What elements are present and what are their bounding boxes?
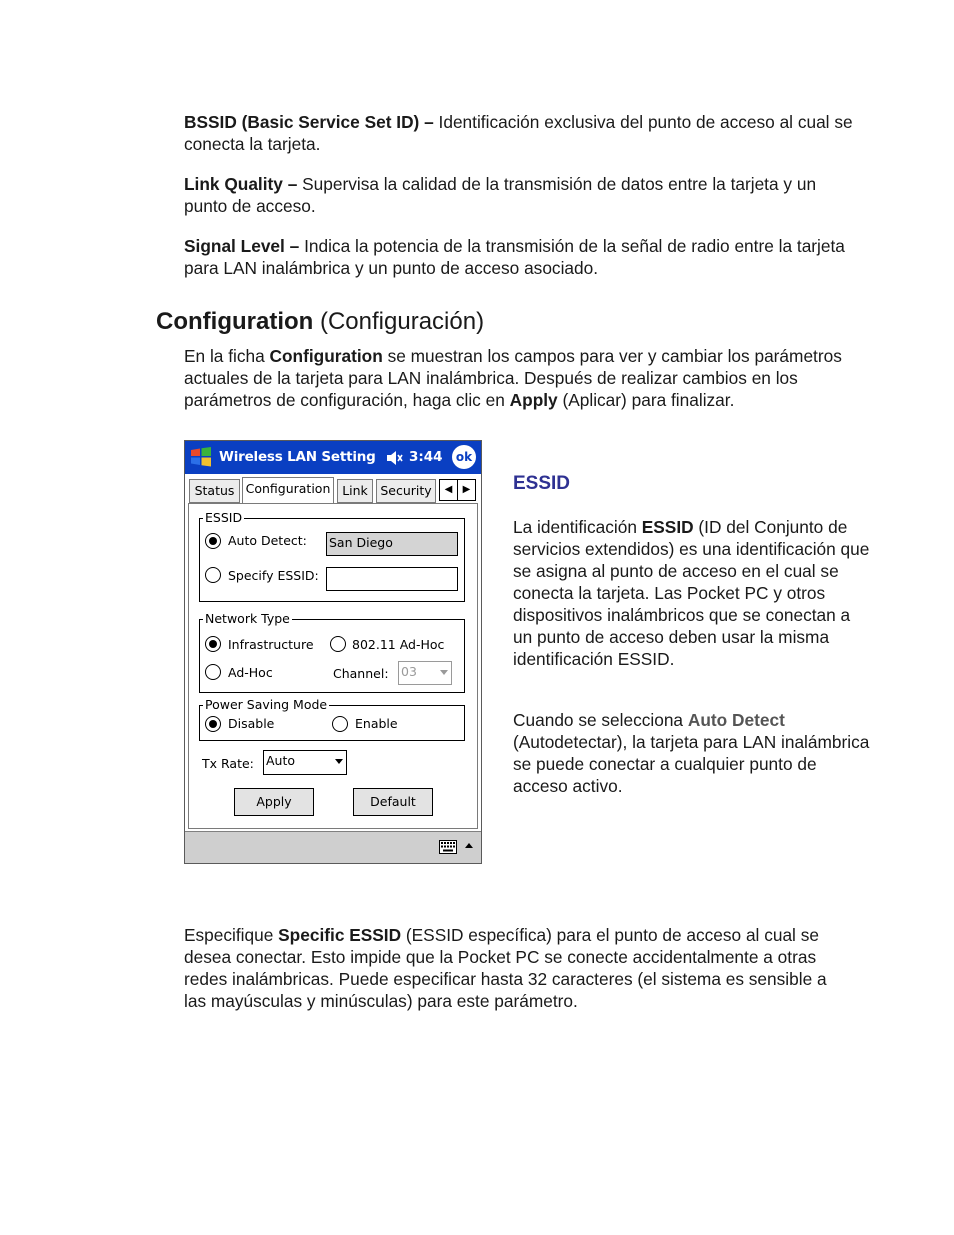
chevron-down-icon — [335, 759, 343, 764]
configuration-panel — [188, 503, 478, 829]
config-text-a: En la ficha — [184, 346, 270, 366]
link-quality-term: Link Quality – — [184, 174, 298, 194]
auto-detect-text-b: Auto Detect — [687, 710, 785, 730]
config-text-c: se muestran los campos para ver y cambiar los parámetros actuales de la tarjeta para LAN inalámbrica. Después de realizar cambios en los parámetros de configuración, haga clic en — [184, 346, 842, 410]
essid-group — [199, 510, 465, 602]
link-quality-paragraph — [184, 173, 864, 217]
keyboard-icon[interactable] — [439, 840, 457, 854]
bssid-paragraph — [184, 111, 864, 155]
channel-value: 03 — [401, 664, 417, 679]
adhoc-80211-radio[interactable] — [330, 636, 346, 652]
tab-status[interactable]: Status — [189, 479, 240, 503]
footer-text-a: Especifique — [184, 925, 279, 945]
bssid-text: Identificación exclusiva del punto de acceso al cual se conecta la tarjeta. — [184, 112, 853, 154]
section-heading — [156, 306, 484, 338]
signal-level-text: Indica la potencia de la transmisión de la señal de radio entre la tarjeta para LAN inalámbrica y un punto de acceso asociado. — [184, 236, 845, 278]
signal-level-term: Signal Level – — [184, 236, 300, 256]
signal-level-paragraph — [184, 235, 864, 279]
specific-essid-paragraph — [184, 924, 844, 1012]
speaker-icon[interactable] — [385, 448, 405, 468]
sip-arrow-icon[interactable] — [465, 843, 473, 848]
windows-start-icon[interactable] — [188, 444, 214, 470]
adhoc-label: Ad-Hoc — [228, 665, 273, 680]
specify-essid-label: Specify ESSID: — [228, 568, 319, 583]
essid-text-c: (ID del Conjunto de servicios extendidos) es una identificación que se asigna al punto de acceso en el cual se conecta la tarjeta. Las Pocket PC y otros dispositivos inalámbricos que se conectan a un punto de acceso deben usar la misma identificación ESSID. — [513, 517, 870, 669]
auto-detect-text-a: Cuando se selecciona — [513, 710, 688, 730]
specify-essid-radio[interactable] — [205, 567, 221, 583]
network-type-group-label: Network Type — [205, 611, 290, 626]
default-button[interactable]: Default — [353, 788, 433, 816]
tab-scroll-right-icon[interactable]: ▶ — [457, 479, 476, 501]
window-title: Wireless LAN Setting — [219, 449, 376, 465]
disable-radio[interactable] — [205, 716, 221, 732]
essid-heading: ESSID — [513, 473, 571, 494]
configuration-intro-paragraph — [184, 345, 864, 411]
footer-text-b: Specific ESSID — [278, 925, 402, 945]
power-saving-group — [199, 697, 465, 741]
disable-label: Disable — [228, 716, 275, 731]
tab-scroll-left-icon[interactable]: ◀ — [439, 479, 458, 501]
adhoc-radio[interactable] — [205, 664, 221, 680]
config-text-e: (Aplicar) para finalizar. — [557, 390, 735, 410]
essid-text-a: La identificación — [513, 517, 642, 537]
link-quality-text: Supervisa la calidad de la transmisión de datos entre la tarjeta y un punto de acceso. — [184, 174, 817, 216]
config-text-b: Configuration — [269, 346, 383, 366]
enable-radio[interactable] — [332, 716, 348, 732]
title-bar — [185, 441, 481, 474]
channel-label: Channel: — [333, 666, 389, 681]
section-heading-normal: (Configuración) — [313, 308, 485, 335]
auto-detect-field: San Diego — [326, 532, 458, 556]
specify-essid-input[interactable] — [326, 567, 458, 591]
command-bar — [185, 831, 481, 864]
power-saving-group-label: Power Saving Mode — [205, 697, 328, 712]
chevron-down-icon — [440, 670, 448, 675]
tx-rate-select[interactable] — [263, 750, 347, 775]
essid-text-b: ESSID — [641, 517, 694, 537]
footer-text-c: (ESSID específica) para el punto de acceso al cual se desea conectar. Esto impide que la Pocket PC se conecte accidentalmente a otras redes inalámbricas. Puede especificar hasta 32 caracteres (el sistema es sensible a las mayúsculas y minúsculas) para este parámetro. — [184, 925, 827, 1011]
tab-strip — [189, 477, 479, 504]
infrastructure-label: Infrastructure — [228, 637, 314, 652]
enable-label: Enable — [355, 716, 398, 731]
auto-detect-radio[interactable] — [205, 533, 221, 549]
tab-link[interactable]: Link — [337, 479, 373, 503]
adhoc-80211-label: 802.11 Ad-Hoc — [352, 637, 445, 652]
infrastructure-radio[interactable] — [205, 636, 221, 652]
auto-detect-label: Auto Detect: — [228, 533, 307, 548]
tx-rate-value: Auto — [266, 753, 296, 768]
section-heading-bold: Configuration — [156, 308, 314, 335]
apply-button[interactable]: Apply — [234, 788, 314, 816]
essid-group-label: ESSID — [205, 510, 243, 525]
channel-select[interactable] — [398, 661, 452, 685]
network-type-group — [199, 611, 465, 693]
essid-description — [513, 516, 873, 670]
clock[interactable]: 3:44 — [409, 449, 443, 465]
ok-button[interactable]: ok — [452, 445, 476, 469]
tab-security[interactable]: Security — [376, 479, 436, 503]
config-text-d: Apply — [509, 390, 558, 410]
bssid-term: BSSID (Basic Service Set ID) – — [184, 112, 434, 132]
auto-detect-description — [513, 709, 873, 797]
auto-detect-text-c: (Autodetectar), la tarjeta para LAN inalámbrica se puede conectar a cualquier punto de acceso activo. — [513, 732, 870, 796]
tx-rate-label: Tx Rate: — [202, 756, 254, 771]
pocket-pc-screenshot — [184, 440, 482, 864]
tab-configuration[interactable]: Configuration — [242, 477, 334, 504]
